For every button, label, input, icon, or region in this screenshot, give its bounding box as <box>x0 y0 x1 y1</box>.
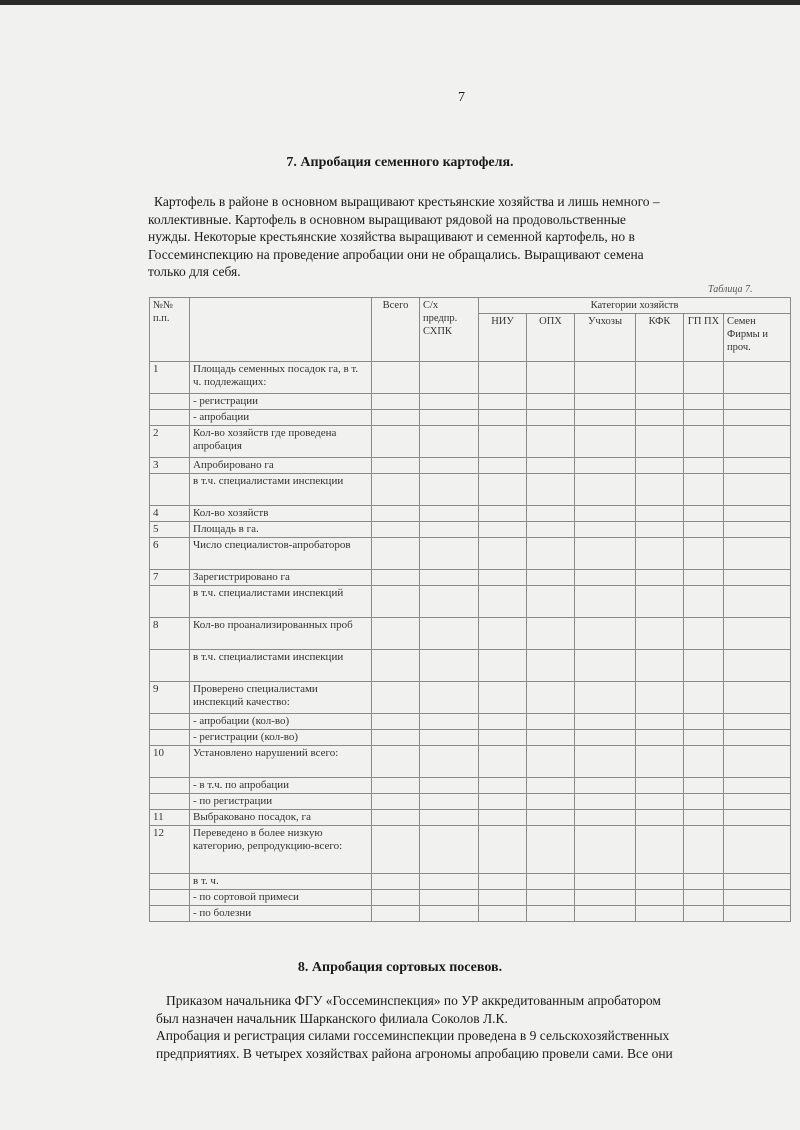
empty-cell <box>527 794 575 810</box>
empty-cell <box>684 362 724 394</box>
row-number <box>150 410 190 426</box>
empty-cell <box>684 410 724 426</box>
empty-cell <box>527 586 575 618</box>
paragraph-line: только для себя. <box>148 264 241 279</box>
empty-cell <box>479 746 527 778</box>
empty-cell <box>527 778 575 794</box>
empty-cell <box>420 778 479 794</box>
row-indicator: Зарегистрировано га <box>190 570 372 586</box>
col-header-gp-pkh: ГП ПХ <box>684 314 724 362</box>
empty-cell <box>372 522 420 538</box>
empty-cell <box>636 618 684 650</box>
col-header-agri-enterprises: С/х предпр. СХПК <box>420 298 479 362</box>
empty-cell <box>684 682 724 714</box>
empty-cell <box>479 506 527 522</box>
empty-cell <box>527 570 575 586</box>
table-row <box>150 474 791 506</box>
empty-cell <box>420 746 479 778</box>
empty-cell <box>479 650 527 682</box>
empty-cell <box>684 458 724 474</box>
row-number: 5 <box>150 522 190 538</box>
table-body <box>150 362 791 922</box>
empty-cell <box>479 618 527 650</box>
empty-cell <box>420 650 479 682</box>
empty-cell <box>420 426 479 458</box>
row-indicator: Проверено специалистами инспекций качество: <box>190 682 372 714</box>
empty-cell <box>372 906 420 922</box>
row-number <box>150 906 190 922</box>
empty-cell <box>372 746 420 778</box>
row-indicator: - по болезни <box>190 906 372 922</box>
empty-cell <box>527 538 575 570</box>
empty-cell <box>724 682 791 714</box>
empty-cell <box>636 522 684 538</box>
empty-cell <box>575 538 636 570</box>
empty-cell <box>684 570 724 586</box>
empty-cell <box>684 874 724 890</box>
empty-cell <box>527 458 575 474</box>
empty-cell <box>575 410 636 426</box>
empty-cell <box>372 474 420 506</box>
empty-cell <box>636 474 684 506</box>
table-row <box>150 394 791 410</box>
empty-cell <box>479 474 527 506</box>
empty-cell <box>684 474 724 506</box>
empty-cell <box>684 650 724 682</box>
empty-cell <box>575 570 636 586</box>
empty-cell <box>636 794 684 810</box>
empty-cell <box>372 650 420 682</box>
empty-cell <box>420 570 479 586</box>
row-indicator: - апробации <box>190 410 372 426</box>
empty-cell <box>372 538 420 570</box>
empty-cell <box>527 410 575 426</box>
empty-cell <box>636 570 684 586</box>
empty-cell <box>724 522 791 538</box>
row-number <box>150 794 190 810</box>
empty-cell <box>575 618 636 650</box>
table-row <box>150 810 791 826</box>
col-header-opkh: ОПХ <box>527 314 575 362</box>
empty-cell <box>420 458 479 474</box>
empty-cell <box>684 730 724 746</box>
empty-cell <box>724 778 791 794</box>
row-indicator: Площадь семенных посадок га, в т. ч. подлежащих: <box>190 362 372 394</box>
empty-cell <box>575 506 636 522</box>
empty-cell <box>575 458 636 474</box>
table-row <box>150 618 791 650</box>
empty-cell <box>684 746 724 778</box>
empty-cell <box>684 586 724 618</box>
empty-cell <box>636 714 684 730</box>
empty-cell <box>684 522 724 538</box>
empty-cell <box>479 538 527 570</box>
row-indicator: - в т.ч. по апробации <box>190 778 372 794</box>
empty-cell <box>575 874 636 890</box>
potato-approbation-table <box>149 297 791 922</box>
table-row <box>150 746 791 778</box>
empty-cell <box>479 410 527 426</box>
table-row <box>150 410 791 426</box>
row-number: 1 <box>150 362 190 394</box>
empty-cell <box>479 682 527 714</box>
empty-cell <box>724 650 791 682</box>
empty-cell <box>479 570 527 586</box>
section-7-paragraph <box>148 193 774 281</box>
row-number <box>150 650 190 682</box>
paragraph-line: Картофель в районе в основном выращивают крестьянские хозяйства и лишь немного – <box>154 194 660 209</box>
empty-cell <box>372 810 420 826</box>
empty-cell <box>724 874 791 890</box>
empty-cell <box>479 394 527 410</box>
empty-cell <box>527 362 575 394</box>
row-number <box>150 778 190 794</box>
empty-cell <box>372 362 420 394</box>
empty-cell <box>420 682 479 714</box>
empty-cell <box>684 538 724 570</box>
empty-cell <box>527 394 575 410</box>
paragraph-line: Госсеминспекцию на проведение апробации они не обращались. Выращивают семена <box>148 246 644 262</box>
row-number: 3 <box>150 458 190 474</box>
empty-cell <box>636 650 684 682</box>
empty-cell <box>479 586 527 618</box>
empty-cell <box>479 426 527 458</box>
paragraph-line: коллективные. Картофель в основном выращивают рядовой на продовольственные <box>148 211 626 227</box>
col-header-uchkhozy: Учхозы <box>575 314 636 362</box>
row-indicator: в т.ч. специалистами инспекций <box>190 586 372 618</box>
empty-cell <box>684 394 724 410</box>
empty-cell <box>724 538 791 570</box>
empty-cell <box>372 714 420 730</box>
empty-cell <box>636 874 684 890</box>
empty-cell <box>575 906 636 922</box>
empty-cell <box>724 906 791 922</box>
empty-cell <box>372 410 420 426</box>
empty-cell <box>420 586 479 618</box>
empty-cell <box>684 778 724 794</box>
empty-cell <box>527 746 575 778</box>
empty-cell <box>636 362 684 394</box>
empty-cell <box>420 794 479 810</box>
row-number: 7 <box>150 570 190 586</box>
empty-cell <box>420 874 479 890</box>
row-indicator: - апробации (кол-во) <box>190 714 372 730</box>
col-header-total: Всего <box>372 298 420 362</box>
empty-cell <box>724 458 791 474</box>
table-row <box>150 826 791 874</box>
empty-cell <box>684 618 724 650</box>
empty-cell <box>575 746 636 778</box>
table-row <box>150 874 791 890</box>
table-row <box>150 586 791 618</box>
table-row <box>150 890 791 906</box>
empty-cell <box>724 410 791 426</box>
empty-cell <box>636 458 684 474</box>
empty-cell <box>420 826 479 874</box>
empty-cell <box>724 474 791 506</box>
empty-cell <box>636 730 684 746</box>
empty-cell <box>420 394 479 410</box>
row-number <box>150 474 190 506</box>
empty-cell <box>527 682 575 714</box>
empty-cell <box>372 826 420 874</box>
empty-cell <box>420 714 479 730</box>
empty-cell <box>684 506 724 522</box>
empty-cell <box>420 538 479 570</box>
col-header-kfk: КФК <box>636 314 684 362</box>
row-indicator: Число специалистов-апробаторов <box>190 538 372 570</box>
empty-cell <box>724 810 791 826</box>
empty-cell <box>479 874 527 890</box>
empty-cell <box>372 394 420 410</box>
empty-cell <box>575 394 636 410</box>
empty-cell <box>724 362 791 394</box>
empty-cell <box>575 890 636 906</box>
row-indicator: в т. ч. <box>190 874 372 890</box>
empty-cell <box>479 890 527 906</box>
row-number: 8 <box>150 618 190 650</box>
empty-cell <box>527 426 575 458</box>
row-number: 12 <box>150 826 190 874</box>
table-row <box>150 458 791 474</box>
empty-cell <box>372 778 420 794</box>
empty-cell <box>479 458 527 474</box>
row-number: 11 <box>150 810 190 826</box>
empty-cell <box>636 826 684 874</box>
col-header-niu: НИУ <box>479 314 527 362</box>
empty-cell <box>372 682 420 714</box>
table-row <box>150 522 791 538</box>
empty-cell <box>479 730 527 746</box>
empty-cell <box>527 890 575 906</box>
empty-cell <box>527 874 575 890</box>
empty-cell <box>684 826 724 874</box>
table-row <box>150 506 791 522</box>
empty-cell <box>724 794 791 810</box>
page-number: 7 <box>458 90 465 105</box>
empty-cell <box>575 474 636 506</box>
paragraph-line: предприятиях. В четырех хозяйствах района агрономы апробацию провели сами. Все они <box>156 1045 673 1061</box>
empty-cell <box>684 906 724 922</box>
row-number: 2 <box>150 426 190 458</box>
empty-cell <box>684 714 724 730</box>
empty-cell <box>420 362 479 394</box>
empty-cell <box>724 570 791 586</box>
empty-cell <box>420 506 479 522</box>
row-number <box>150 730 190 746</box>
table-row <box>150 730 791 746</box>
empty-cell <box>636 906 684 922</box>
empty-cell <box>479 906 527 922</box>
row-number: 9 <box>150 682 190 714</box>
empty-cell <box>527 730 575 746</box>
empty-cell <box>527 906 575 922</box>
empty-cell <box>527 714 575 730</box>
empty-cell <box>724 618 791 650</box>
empty-cell <box>575 778 636 794</box>
empty-cell <box>684 794 724 810</box>
empty-cell <box>636 682 684 714</box>
row-indicator: в т.ч. специалистами инспекции <box>190 650 372 682</box>
row-indicator: Площадь в га. <box>190 522 372 538</box>
row-number <box>150 394 190 410</box>
paragraph-line: Апробация и регистрация силами госсеминспекции проведена в 9 сельскохозяйственных <box>156 1028 670 1043</box>
empty-cell <box>636 506 684 522</box>
empty-cell <box>636 778 684 794</box>
empty-cell <box>372 570 420 586</box>
empty-cell <box>527 522 575 538</box>
empty-cell <box>372 506 420 522</box>
table-row <box>150 650 791 682</box>
row-indicator: Установлено нарушений всего: <box>190 746 372 778</box>
empty-cell <box>527 810 575 826</box>
row-indicator: Кол-во хозяйств <box>190 506 372 522</box>
empty-cell <box>636 586 684 618</box>
paragraph-line: был назначен начальник Шарканского филиала Соколов Л.К. <box>156 1010 508 1026</box>
empty-cell <box>372 874 420 890</box>
empty-cell <box>527 650 575 682</box>
empty-cell <box>372 890 420 906</box>
empty-cell <box>575 714 636 730</box>
col-header-indicator <box>190 298 372 362</box>
empty-cell <box>479 810 527 826</box>
empty-cell <box>636 538 684 570</box>
row-indicator: - регистрации (кол-во) <box>190 730 372 746</box>
row-indicator: Переведено в более низкую категорию, репродукцию-всего: <box>190 826 372 874</box>
empty-cell <box>372 458 420 474</box>
row-number <box>150 874 190 890</box>
section-8-title: 8. Апробация сортовых посевов. <box>297 960 503 975</box>
empty-cell <box>636 810 684 826</box>
empty-cell <box>420 522 479 538</box>
col-header-farm-categories: Категории хозяйств <box>479 298 791 314</box>
empty-cell <box>724 394 791 410</box>
col-header-number: №№ п.п. <box>150 298 190 362</box>
empty-cell <box>724 506 791 522</box>
row-indicator: Кол-во проанализированных проб <box>190 618 372 650</box>
empty-cell <box>575 426 636 458</box>
section-8-paragraph <box>156 992 786 1062</box>
empty-cell <box>372 426 420 458</box>
empty-cell <box>420 474 479 506</box>
empty-cell <box>575 810 636 826</box>
empty-cell <box>527 506 575 522</box>
empty-cell <box>724 714 791 730</box>
empty-cell <box>684 426 724 458</box>
row-indicator: - регистрации <box>190 394 372 410</box>
empty-cell <box>636 410 684 426</box>
table-row <box>150 906 791 922</box>
paragraph-line: Приказом начальника ФГУ «Госсеминспекция» по УР аккредитованным апробатором <box>166 993 661 1008</box>
row-indicator: Кол-во хозяйств где проведена апробация <box>190 426 372 458</box>
empty-cell <box>684 890 724 906</box>
empty-cell <box>372 586 420 618</box>
empty-cell <box>420 618 479 650</box>
table-row <box>150 538 791 570</box>
table-row <box>150 778 791 794</box>
empty-cell <box>575 682 636 714</box>
table-row <box>150 426 791 458</box>
table-row <box>150 362 791 394</box>
row-indicator: - по сортовой примеси <box>190 890 372 906</box>
empty-cell <box>420 730 479 746</box>
empty-cell <box>575 522 636 538</box>
empty-cell <box>527 826 575 874</box>
row-number <box>150 586 190 618</box>
empty-cell <box>724 826 791 874</box>
empty-cell <box>420 890 479 906</box>
row-number <box>150 890 190 906</box>
empty-cell <box>420 906 479 922</box>
table-caption: Таблица 7. <box>708 284 753 295</box>
table-row <box>150 570 791 586</box>
row-indicator: Выбраковано посадок, га <box>190 810 372 826</box>
empty-cell <box>684 810 724 826</box>
paragraph-line: нужды. Некоторые крестьянские хозяйства выращивают и семенной картофель, но в <box>148 229 635 244</box>
col-header-seed-firms: Семен Фирмы и проч. <box>724 314 791 362</box>
empty-cell <box>724 586 791 618</box>
table-row <box>150 714 791 730</box>
empty-cell <box>575 794 636 810</box>
table-row <box>150 794 791 810</box>
row-indicator: - по регистрации <box>190 794 372 810</box>
empty-cell <box>575 650 636 682</box>
row-indicator: Апробировано га <box>190 458 372 474</box>
empty-cell <box>575 730 636 746</box>
empty-cell <box>479 826 527 874</box>
section-7-title: 7. Апробация семенного картофеля. <box>286 155 514 170</box>
empty-cell <box>372 730 420 746</box>
empty-cell <box>636 890 684 906</box>
row-number: 6 <box>150 538 190 570</box>
empty-cell <box>575 826 636 874</box>
empty-cell <box>420 810 479 826</box>
empty-cell <box>479 794 527 810</box>
empty-cell <box>527 474 575 506</box>
scan-top-edge <box>0 0 800 5</box>
empty-cell <box>724 890 791 906</box>
row-number: 4 <box>150 506 190 522</box>
empty-cell <box>636 746 684 778</box>
empty-cell <box>724 730 791 746</box>
table-row <box>150 682 791 714</box>
row-number: 10 <box>150 746 190 778</box>
row-number <box>150 714 190 730</box>
empty-cell <box>372 618 420 650</box>
empty-cell <box>636 394 684 410</box>
empty-cell <box>479 778 527 794</box>
empty-cell <box>575 362 636 394</box>
empty-cell <box>372 794 420 810</box>
empty-cell <box>479 522 527 538</box>
empty-cell <box>479 714 527 730</box>
empty-cell <box>724 746 791 778</box>
empty-cell <box>479 362 527 394</box>
empty-cell <box>420 410 479 426</box>
empty-cell <box>527 618 575 650</box>
empty-cell <box>575 586 636 618</box>
empty-cell <box>724 426 791 458</box>
empty-cell <box>636 426 684 458</box>
row-indicator: в т.ч. специалистами инспекции <box>190 474 372 506</box>
